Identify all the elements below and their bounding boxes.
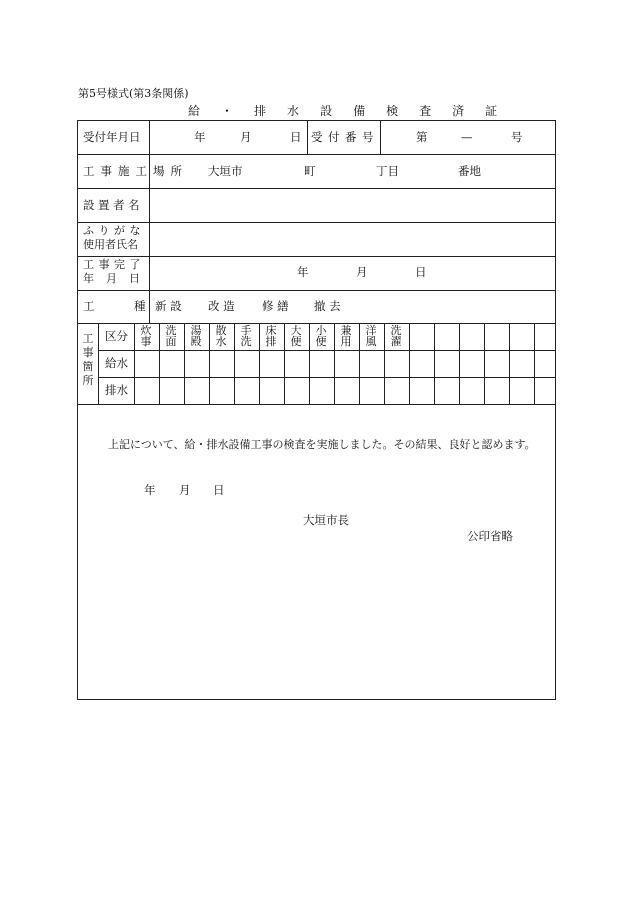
work-type-removal: 撤 去: [314, 299, 341, 313]
receipt-date-month: 月: [240, 130, 252, 144]
fixture-column-kitchen: 炊 事: [140, 324, 152, 348]
fixture-column-sprinkling: 散 水: [215, 324, 227, 348]
inspection-statement: 上記について、給・排水設備工事の検査を実施しました。その結果、良好と認めます。: [108, 438, 536, 451]
grid-divider: [98, 323, 99, 404]
grid-divider: [459, 323, 460, 404]
completion-month: 月: [356, 265, 368, 279]
fixture-column-combined: 兼 用: [340, 324, 352, 348]
grid-divider: [334, 323, 335, 404]
grid-divider: [359, 323, 360, 404]
title-char: 給: [188, 104, 202, 118]
work-type-label: 種: [134, 299, 146, 313]
label-divider: [149, 121, 150, 323]
receipt-date-day: 日: [290, 130, 302, 144]
fixture-column-toilet: 大 便: [290, 324, 302, 348]
grid-divider: [284, 323, 285, 404]
receipt-number-go: 号: [511, 130, 523, 144]
completion-year: 年: [297, 265, 309, 279]
work-location-label: 工 事 箇 所: [82, 332, 94, 387]
furigana-label: ふ り が な: [83, 224, 141, 237]
issue-date-day: 日: [213, 483, 225, 497]
receipt-number-dash: —: [461, 130, 473, 144]
completion-label: 工 事 完 了: [83, 258, 141, 271]
site-city: 大垣市: [208, 164, 243, 178]
work-type-label: 工: [83, 299, 95, 313]
form-number: 第5号様式(第3条関係): [78, 87, 189, 100]
receipt-date-year: 年: [194, 130, 206, 144]
issuer-name: 大垣市長: [303, 513, 349, 527]
fixture-column-handwash: 手 洗: [240, 324, 252, 348]
document-title: [188, 102, 518, 119]
grid-divider: [234, 323, 235, 404]
fixture-column-floor-drain: 床 排: [265, 324, 277, 348]
category-label: 区分: [105, 329, 128, 343]
title-char: 検: [386, 104, 400, 118]
cell-divider: [307, 121, 308, 154]
completion-day: 日: [415, 265, 427, 279]
cell-divider: [380, 121, 381, 154]
grid-divider: [484, 323, 485, 404]
grid-divider: [209, 323, 210, 404]
grid-divider: [184, 323, 185, 404]
receipt-number-dai: 第: [416, 130, 428, 144]
seal-omitted-note: 公印省略: [467, 529, 513, 543]
title-char: 排: [254, 104, 268, 118]
receipt-number-label: 受 付 番 号: [311, 130, 374, 144]
issue-date-month: 月: [179, 483, 191, 497]
grid-divider: [509, 323, 510, 404]
grid-divider: [134, 323, 135, 404]
site-chome: 丁目: [376, 164, 399, 178]
drain-row-label: 排水: [105, 383, 128, 397]
supply-row-label: 給水: [105, 356, 128, 370]
row-divider: [78, 404, 555, 405]
title-char: 水: [287, 104, 301, 118]
grid-divider: [309, 323, 310, 404]
grid-divider: [434, 323, 435, 404]
fixture-column-laundry: 洗 濯: [390, 324, 402, 348]
grid-divider: [159, 323, 160, 404]
grid-divider: [259, 323, 260, 404]
site-label: 工 事 施 工 場 所: [83, 164, 182, 178]
work-type-remodel: 改 造: [208, 299, 235, 313]
title-char: 設: [320, 104, 334, 118]
work-type-new: 新 設: [155, 299, 182, 313]
grid-divider: [534, 323, 535, 404]
fixture-column-washbasin: 洗 面: [165, 324, 177, 348]
site-banchi: 番地: [458, 164, 481, 178]
title-char: 証: [485, 104, 499, 118]
grid-divider: [384, 323, 385, 404]
row-divider: [98, 377, 555, 378]
site-cho: 町: [304, 164, 316, 178]
fixture-column-urinal: 小 便: [315, 324, 327, 348]
title-char: 査: [419, 104, 433, 118]
title-char: 備: [353, 104, 367, 118]
row-divider: [98, 350, 555, 351]
grid-divider: [409, 323, 410, 404]
certificate-form: [77, 120, 556, 700]
fixture-column-bath: 湯 殿: [190, 324, 202, 348]
installer-name-label: 設 置 者 名: [83, 198, 140, 212]
fixture-column-western: 洋 風: [365, 324, 377, 348]
title-char: 済: [452, 104, 466, 118]
completion-label-date: 年 月 日: [83, 272, 140, 285]
issue-date-year: 年: [144, 483, 156, 497]
work-type-repair: 修 繕: [262, 299, 289, 313]
title-char: ・: [221, 104, 235, 118]
receipt-date-label: 受付年月日: [83, 130, 141, 144]
user-name-label: 使用者氏名: [83, 238, 138, 251]
